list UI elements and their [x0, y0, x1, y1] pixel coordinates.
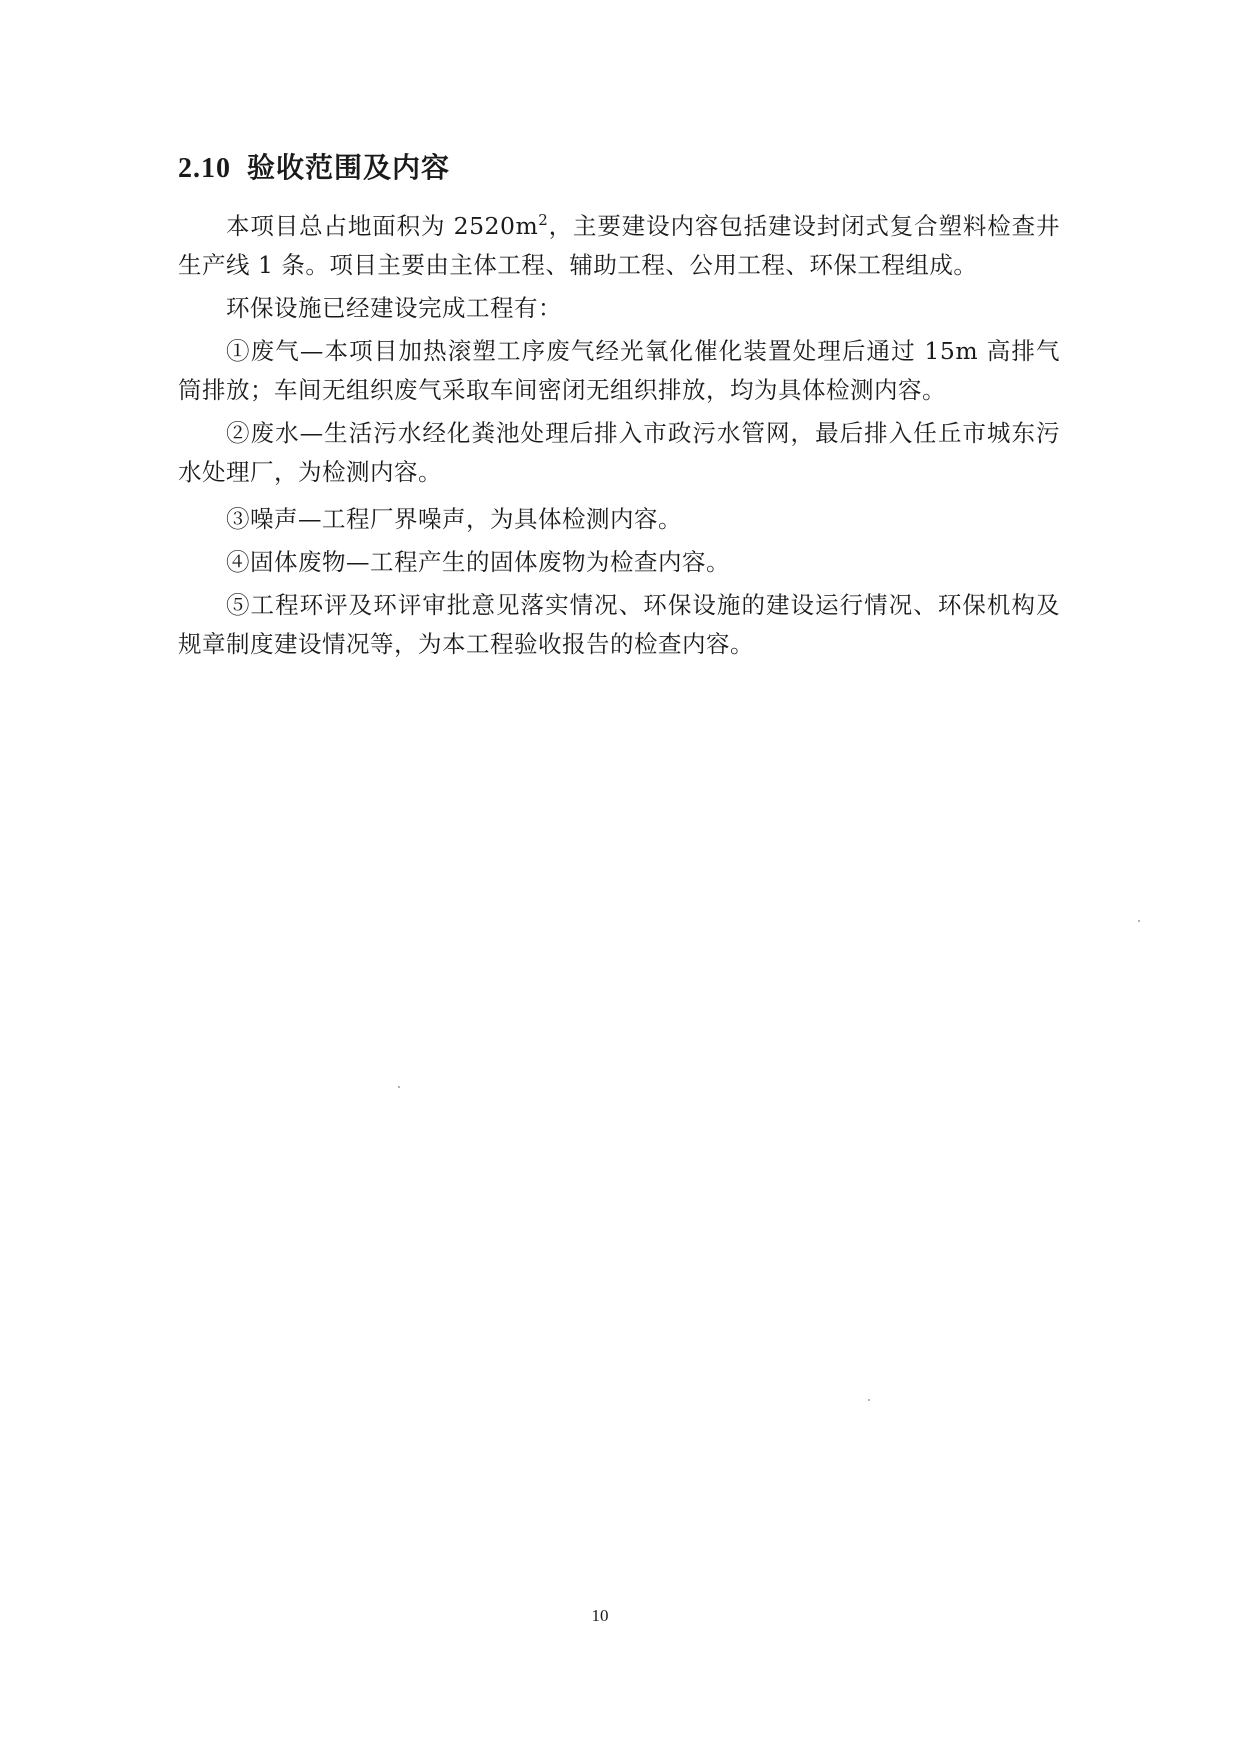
scan-speck [398, 1086, 400, 1088]
section-number: 2.10 [178, 153, 231, 184]
paragraph-facilities-intro: 环保设施已经建设完成工程有： [226, 294, 562, 322]
paragraph-solid-waste: ④固体废物—工程产生的固体废物为检查内容。 [226, 548, 730, 576]
section-body [178, 207, 1060, 664]
paragraph-inspection-items: ⑤工程环评及环评审批意见落实情况、环保设施的建设运行情况、环保机构及规章制度建设情况等，为本工程验收报告的检查内容。 [178, 591, 1060, 658]
paragraph-waste-gas: ①废气—本项目加热滚塑工序废气经光氧化催化装置处理后通过 15m 高排气筒排放；车间无组织废气采取车间密闭无组织排放，均为具体检测内容。 [178, 337, 1060, 404]
paragraph-waste-water: ②废水—生活污水经化粪池处理后排入市政污水管网，最后排入任丘市城东污水处理厂，为检测内容。 [178, 419, 1060, 486]
paragraph-scope-overview [178, 207, 1060, 285]
page-number: 10 [591, 1606, 609, 1625]
section-heading [178, 146, 450, 186]
section-title: 验收范围及内容 [247, 151, 451, 184]
paragraph-scope-overview-text-a: 本项目总占地面积为 2520m [226, 212, 539, 240]
paragraph-noise: ③噪声—工程厂界噪声，为具体检测内容。 [226, 505, 682, 533]
paragraph-scope-overview-text-b: ，主要建设内容包括建设封闭式复合塑料检查井生产线 1 条。项目主要由主体工程、辅助工程、公用工程、环保工程组成。 [178, 212, 1060, 279]
scan-speck [1138, 920, 1140, 922]
area-unit-superscript: 2 [538, 211, 549, 230]
scan-speck [868, 1399, 870, 1401]
